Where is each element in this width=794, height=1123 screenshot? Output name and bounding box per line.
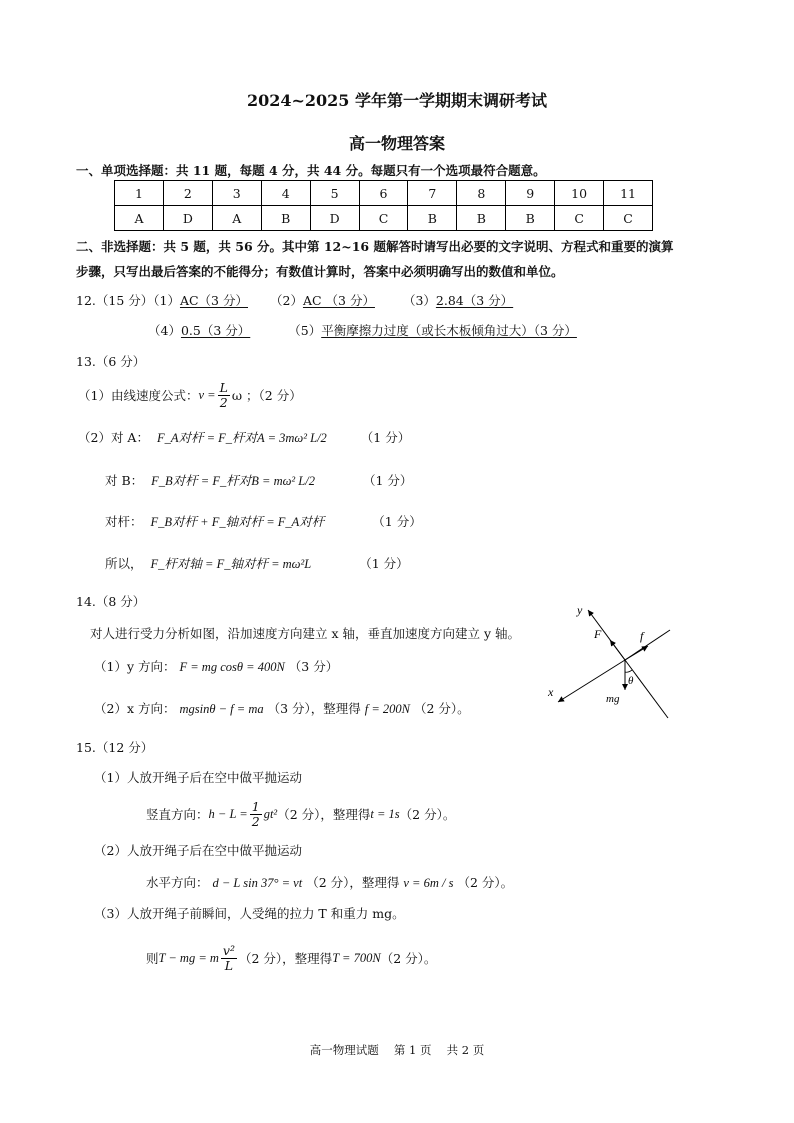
q13-line3 [105, 471, 412, 489]
table-cell: A [115, 206, 164, 231]
table-row-numbers [115, 181, 653, 206]
q15-s1-result: t = 1s [370, 806, 400, 821]
table-row-answers [115, 206, 653, 231]
q15-s2-result: v = 6m / s [403, 876, 454, 890]
table-cell: C [604, 206, 653, 231]
q14-label: 14.（8 分） [76, 594, 146, 609]
fraction-denominator: 2 [219, 394, 228, 410]
q13-l3-score: （1 分） [362, 473, 413, 488]
q12-p5-label: （5） [288, 323, 322, 338]
q14-l2-text: （2）x 方向： [94, 701, 176, 716]
q14-l2-eq: mgsinθ − f = ma [179, 702, 264, 716]
force-diagram [540, 598, 680, 726]
fraction [250, 800, 262, 829]
q15-s2-mid: （2 分），整理得 [306, 875, 400, 890]
table-cell: 2 [163, 181, 212, 206]
q14-l1-text: （1）y 方向： [94, 659, 176, 674]
answer-subtitle: 高一物理答案 [348, 134, 445, 153]
q12-p1-answer: AC（3 分） [179, 293, 248, 308]
table-cell: C [359, 206, 408, 231]
q13-l2-text: （2）对 A： [78, 430, 149, 445]
q13-l4-text: 对杆： [105, 514, 143, 529]
q12-p5-answer: 平衡摩擦力过度（或长木板倾角过大）（3 分） [321, 323, 577, 338]
table-cell: 6 [359, 181, 408, 206]
q15-s1-mid: （2 分），整理得 [277, 807, 371, 822]
q12-label: 12.（15 分） [76, 293, 154, 308]
q13-l5-text: 所以， [105, 556, 143, 571]
q14-l2-mid: （3 分），整理得 [267, 701, 361, 716]
normal-force-arrow [610, 640, 625, 660]
q15-s3-mid: （2 分），整理得 [239, 951, 333, 966]
q12-p2-answer: AC （3 分） [302, 293, 375, 308]
table-cell: D [163, 206, 212, 231]
q14-line1 [94, 657, 338, 675]
q14-l1-score: （3 分） [288, 659, 339, 674]
table-cell: B [408, 206, 457, 231]
page-footer: 高一物理试题 第 1 页 共 2 页 [309, 1043, 485, 1057]
table-cell: 9 [506, 181, 555, 206]
q15-s3-score: （2 分）。 [380, 951, 437, 966]
fraction-numerator: 1 [251, 798, 260, 814]
table-cell: 11 [604, 181, 653, 206]
table-cell: 1 [115, 181, 164, 206]
table-cell: B [261, 206, 310, 231]
fraction [221, 944, 237, 973]
q13-l5-eq: F_杆对轴 = F_轴对杆 = mω²L [150, 557, 312, 571]
fraction-numerator: v² [222, 942, 235, 958]
q15-s3-eq-line [146, 938, 436, 978]
q15-s1-eq-line [146, 794, 455, 834]
part1-heading: 一、单项选择题：共 11 题，每题 4 分，共 44 分。每题只有一个选项最符合题意。 [76, 163, 546, 178]
q15-s3-eq-a: T − mg = m [158, 950, 219, 965]
q15-label: 15.（12 分） [76, 740, 154, 755]
q12-line2 [148, 321, 577, 339]
q15-s2-eq: d − L sin 37° = vt [212, 876, 303, 890]
q13-line2 [78, 428, 410, 446]
q14-line2 [94, 699, 470, 717]
table-cell: 3 [212, 181, 261, 206]
q13-l4-score: （1 分） [372, 514, 422, 529]
q13-l3-eq: F_B对杆 = F_杆对B = mω² L/2 [151, 474, 315, 488]
q13-l3-text: 对 B： [105, 473, 144, 488]
table-cell: 10 [555, 181, 604, 206]
table-cell: 4 [261, 181, 310, 206]
q13-label: 13.（6 分） [76, 354, 146, 369]
part2-heading-line2: 步骤，只写出最后答案的不能得分；有数值计算时，答案中必须明确写出的数值和单位。 [76, 264, 564, 279]
label-theta: θ [628, 675, 634, 687]
q13-line1 [78, 378, 302, 412]
q12-p1-label: （1） [153, 293, 180, 308]
q12-line1 [76, 291, 513, 309]
table-cell: B [506, 206, 555, 231]
q13-l2-score: （1 分） [360, 430, 411, 445]
fraction-denominator: L [224, 957, 234, 973]
q13-l5-score: （1 分） [359, 556, 409, 571]
label-f: f [640, 629, 644, 643]
q12-p3-answer: 2.84（3 分） [435, 293, 514, 308]
answer-table [114, 180, 653, 231]
q15-s2: （2）人放开绳子后在空中做平抛运动 [94, 843, 302, 858]
table-cell: 5 [310, 181, 359, 206]
table-cell: C [555, 206, 604, 231]
fraction-numerator: L [219, 379, 228, 395]
q14-intro: 对人进行受力分析如图，沿加速度方向建立 x 轴，垂直加速度方向建立 y 轴。 [90, 626, 521, 641]
q15-s1-eq-b: gt² [263, 806, 278, 821]
q12-p2-label: （2） [270, 293, 303, 308]
q12-p4-answer: 0.5（3 分） [180, 323, 251, 338]
q15-s2-text: 水平方向： [146, 875, 209, 890]
q13-line5 [105, 554, 409, 572]
q14-l2-result: f = 200N [364, 702, 410, 716]
q13-l1-tail: ω ；（2 分） [231, 388, 302, 403]
q14-l2-score: （2 分）。 [413, 701, 470, 716]
q15-s1-text: 竖直方向： [146, 807, 209, 822]
q15-s3: （3）人放开绳子前瞬间，人受绳的拉力 T 和重力 mg。 [94, 906, 405, 921]
q15-s1-eq-a: h − L = [208, 806, 248, 821]
label-F: F [594, 627, 602, 641]
angle-arc [625, 670, 632, 672]
fraction-denominator: 2 [251, 813, 260, 829]
q12-p3-label: （3） [402, 293, 436, 308]
q13-l1-text: （1）由线速度公式： [78, 388, 199, 403]
exam-title: 2024~2025 学年第一学期期末调研考试 [246, 91, 548, 110]
table-cell: A [212, 206, 261, 231]
table-cell: 8 [457, 181, 506, 206]
incline-line-lower [625, 660, 668, 718]
table-cell: B [457, 206, 506, 231]
part2-heading-line1: 二、非选择题：共 5 题，共 56 分。其中第 12~16 题解答时请写出必要的文字说明、方程式和重要的演算 [76, 239, 674, 254]
q13-l1-eq: v = [198, 387, 216, 402]
table-cell: D [310, 206, 359, 231]
q15-s2-score: （2 分）。 [457, 875, 514, 890]
q14-l1-eq: F = mg cosθ = 400N [179, 660, 285, 674]
q15-s1: （1）人放开绳子后在空中做平抛运动 [94, 770, 302, 785]
label-x: x [548, 685, 554, 699]
label-y: y [577, 603, 583, 617]
q15-s2-eq-line [146, 873, 513, 891]
q13-l2-eq: F_A对杆 = F_杆对A = 3mω² L/2 [156, 431, 327, 445]
q13-l4-eq: F_B对杆 + F_轴对杆 = F_A对杆 [150, 515, 325, 529]
q12-p4-label: （4） [148, 323, 181, 338]
label-mg: mg [606, 693, 620, 705]
q15-s1-score: （2 分）。 [399, 807, 456, 822]
table-cell: 7 [408, 181, 457, 206]
friction-arrow [625, 646, 648, 660]
q15-s3-result: T = 700N [332, 950, 381, 965]
q13-line4 [105, 512, 422, 530]
fraction [218, 381, 230, 410]
q15-s3-text: 则 [146, 951, 159, 966]
